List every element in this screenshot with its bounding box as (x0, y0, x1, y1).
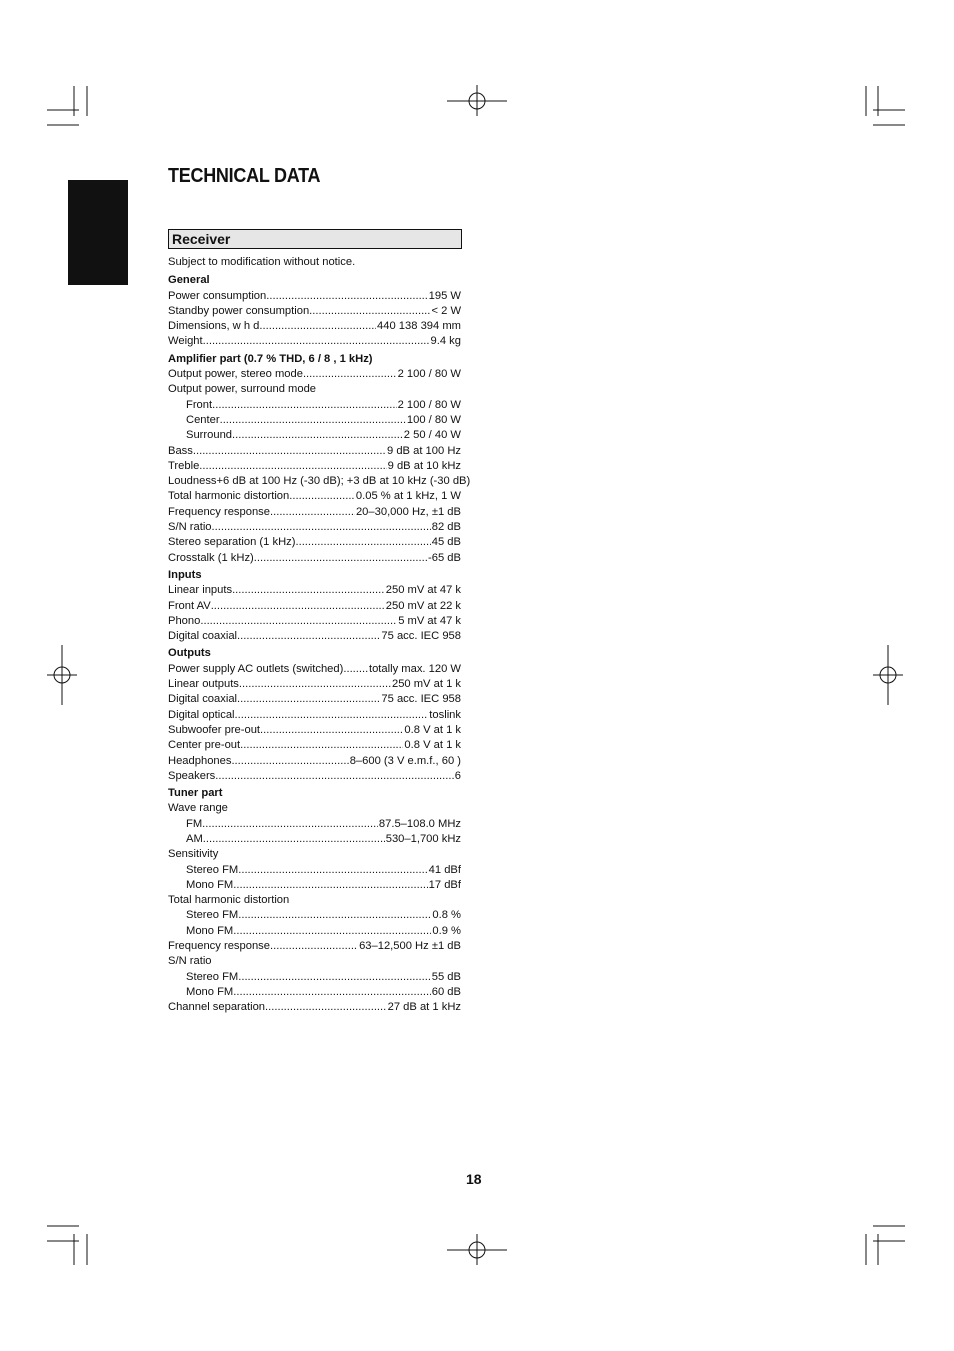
spec-value: 82 dB (431, 521, 461, 534)
spec-label: Digital coaxial (168, 630, 238, 643)
spec-row (168, 551, 461, 566)
spec-row (168, 319, 461, 334)
spec-row (168, 863, 461, 878)
spec-label: Weight (168, 335, 203, 348)
spec-label: Frequency response (168, 940, 270, 953)
spec-value: 0.05 % at 1 kHz, 1 W (355, 490, 461, 503)
spec-group-heading: Tuner part (168, 787, 223, 800)
spec-value: 100 / 80 W (406, 413, 461, 426)
dot-leader (199, 459, 386, 474)
spec-row (168, 985, 461, 1000)
section-header-label: Receiver (172, 231, 231, 247)
spec-label: Stereo FM (186, 909, 239, 922)
spec-row (168, 878, 461, 893)
spec-value: 0.8 % (432, 909, 461, 922)
spec-value: 9 dB at 10 kHz (387, 459, 461, 472)
spec-value: 250 mV at 47 k (385, 584, 461, 597)
spec-row (168, 769, 461, 784)
spec-label: Mono FM (186, 924, 234, 937)
disclaimer-note: Subject to modification without notice. (168, 256, 356, 268)
spec-groups (168, 273, 471, 1015)
spec-label: Total harmonic distortion (168, 490, 290, 503)
spec-row (168, 599, 461, 614)
spec-value: 530–1,700 kHz (385, 832, 461, 845)
spec-label: Phono (168, 614, 201, 627)
spec-row (168, 908, 461, 923)
spec-label: Power consumption (168, 289, 267, 302)
spec-row (168, 398, 461, 413)
spec-value: 87.5–108.0 MHz (378, 817, 461, 830)
registration-mark-bottom (447, 1234, 507, 1265)
spec-row (168, 367, 461, 382)
spec-label: Wave range (168, 802, 228, 815)
spec-value: 55 dB (431, 970, 461, 983)
dot-leader (232, 428, 403, 443)
spec-label: Linear inputs (168, 584, 233, 597)
dot-leader (231, 754, 348, 769)
spec-label: Center (186, 413, 220, 426)
spec-value: 75 acc. IEC 958 (381, 630, 461, 643)
spec-value: 63–12,500 Hz ±1 dB (359, 940, 461, 953)
spec-label: Subwoofer pre-out (168, 723, 261, 736)
spec-label: Speakers (168, 769, 216, 782)
spec-value: 0.9 % (432, 924, 461, 937)
spec-label: AM (186, 832, 203, 845)
spec-label: Digital coaxial (168, 693, 238, 706)
spec-row (168, 970, 461, 985)
spec-label: Treble (168, 459, 200, 472)
dot-leader (343, 662, 368, 677)
spec-row (168, 754, 461, 769)
section-header (168, 229, 462, 249)
spec-row (168, 708, 461, 723)
spec-row (168, 692, 461, 707)
spec-row (168, 614, 461, 629)
spec-label: Center pre-out (168, 739, 241, 752)
dot-leader (233, 985, 431, 1000)
dot-leader (289, 489, 355, 504)
spec-row (168, 520, 461, 535)
spec-value: 195 W (428, 289, 461, 302)
spec-row (168, 583, 461, 598)
spec-value: 2 50 / 40 W (403, 429, 461, 442)
spec-label: Sensitivity (168, 848, 219, 861)
spec-label: Output power, stereo mode (168, 368, 303, 381)
spec-value: 440 138 394 mm (377, 320, 461, 333)
dot-leader (270, 505, 355, 520)
spec-value: < 2 W (431, 304, 461, 317)
spec-label: S/N ratio (168, 521, 212, 534)
spec-value: 27 dB at 1 kHz (387, 1001, 461, 1014)
spec-label: Stereo FM (186, 970, 239, 983)
dot-leader (270, 939, 358, 954)
spec-label: Power supply AC outlets (switched) (168, 662, 344, 675)
dot-leader (303, 367, 397, 382)
spec-row (168, 382, 461, 397)
dot-leader (212, 520, 431, 535)
dot-leader (237, 629, 380, 644)
spec-label: Frequency response (168, 505, 270, 518)
dot-leader (238, 908, 431, 923)
registration-mark-left (47, 645, 77, 705)
spec-value: toslink (429, 708, 461, 721)
spec-row (168, 924, 461, 939)
spec-label: FM (186, 817, 203, 830)
spec-row (168, 413, 461, 428)
spec-row (168, 893, 461, 908)
dot-leader (259, 319, 376, 334)
spec-value: 9.4 kg (430, 335, 461, 348)
spec-value: totally max. 120 W (368, 662, 461, 675)
dot-leader (295, 535, 430, 550)
spec-label: S/N ratio (168, 955, 212, 968)
spec-label: Total harmonic distortion (168, 894, 290, 907)
dot-leader (233, 878, 427, 893)
dot-leader (203, 832, 385, 847)
dot-leader (254, 551, 427, 566)
dot-leader (238, 970, 431, 985)
spec-label: Crosstalk (1 kHz) (168, 551, 254, 564)
registration-mark-top (447, 85, 507, 116)
spec-content (168, 255, 471, 1016)
spec-value: 250 mV at 22 k (385, 599, 461, 612)
spec-label: Mono FM (186, 878, 234, 891)
dot-leader (193, 444, 386, 459)
spec-value: 2 100 / 80 W (397, 368, 461, 381)
spec-row (168, 723, 461, 738)
dot-leader (309, 304, 430, 319)
spec-value: -65 dB (428, 551, 461, 564)
spec-value: 45 dB (431, 536, 461, 549)
spec-row (168, 677, 461, 692)
dot-leader (202, 817, 378, 832)
spec-row (168, 662, 461, 677)
dot-leader (215, 769, 454, 784)
dot-leader (203, 334, 430, 349)
spec-group-heading: Inputs (168, 568, 202, 581)
spec-group-heading: Amplifier part (0.7 % THD, 6 / 8 , 1 kHz) (168, 352, 373, 365)
dot-leader (200, 614, 397, 629)
spec-value: 0.8 V at 1 k (404, 723, 461, 736)
dot-leader (265, 1000, 387, 1015)
spec-label: Bass (168, 444, 193, 457)
spec-label: Stereo separation (1 kHz) (168, 536, 296, 549)
spec-row (168, 289, 461, 304)
dot-leader (212, 398, 396, 413)
spec-label: Digital optical (168, 708, 235, 721)
spec-value: 60 dB (431, 985, 461, 998)
spec-label: Headphones (168, 754, 232, 767)
spec-value: 20–30,000 Hz, ±1 dB (355, 505, 461, 518)
spec-label: Channel separation (168, 1001, 266, 1014)
spec-group-heading: Outputs (168, 647, 211, 660)
spec-row (168, 459, 461, 474)
spec-row (168, 1000, 461, 1015)
spec-value: 5 mV at 47 k (398, 614, 461, 627)
spec-value: 8–600 (3 V e.m.f., 60 ) (349, 754, 461, 767)
spec-group-heading: General (168, 274, 210, 287)
dot-leader (233, 924, 431, 939)
spec-row (168, 817, 461, 832)
spec-row (168, 954, 461, 969)
spec-label: Mono FM (186, 985, 234, 998)
spec-value: 2 100 / 80 W (397, 398, 461, 411)
dot-leader (239, 677, 391, 692)
spec-label: Linear outputs (168, 678, 239, 691)
spec-row (168, 505, 461, 520)
spec-value: 41 dBf (428, 863, 461, 876)
page-number: 18 (466, 1171, 482, 1187)
spec-label: Front (186, 398, 213, 411)
spec-label: Standby power consumption (168, 304, 310, 317)
spec-row (168, 334, 461, 349)
registration-mark-right (873, 645, 903, 705)
spec-label: Surround (186, 429, 233, 442)
spec-value: 6 (454, 769, 461, 782)
spec-label: Front AV (168, 599, 211, 612)
spec-row (168, 629, 461, 644)
spec-label: Loudness+6 dB at 100 Hz (-30 dB); +3 dB at 10 kHz (-30 dB) (168, 475, 471, 488)
spec-row (168, 535, 461, 550)
spec-row (168, 304, 461, 319)
dot-leader (232, 583, 385, 598)
spec-row (168, 847, 461, 862)
spec-label: Output power, surround mode (168, 383, 317, 396)
spec-value: 75 acc. IEC 958 (381, 693, 461, 706)
spec-value: 9 dB at 100 Hz (386, 444, 461, 457)
spec-value: 0.8 V at 1 k (404, 739, 461, 752)
dot-leader (240, 738, 403, 753)
spec-label: Dimensions, w h d (168, 320, 260, 333)
spec-row (168, 428, 461, 443)
spec-row (168, 444, 461, 459)
spec-row (168, 474, 471, 489)
dot-leader (220, 413, 406, 428)
dot-leader (260, 723, 403, 738)
spec-row (168, 939, 461, 954)
section-tab-marker (68, 180, 128, 285)
dot-leader (238, 863, 427, 878)
dot-leader (266, 289, 427, 304)
spec-value: 250 mV at 1 k (391, 678, 461, 691)
spec-row (168, 801, 461, 816)
dot-leader (211, 599, 385, 614)
spec-value: 17 dBf (428, 878, 461, 891)
spec-row (168, 738, 461, 753)
dot-leader (237, 692, 380, 707)
dot-leader (235, 708, 429, 723)
spec-row (168, 832, 461, 847)
spec-row (168, 489, 461, 504)
spec-label: Stereo FM (186, 863, 239, 876)
page-title: TECHNICAL DATA (168, 165, 321, 187)
